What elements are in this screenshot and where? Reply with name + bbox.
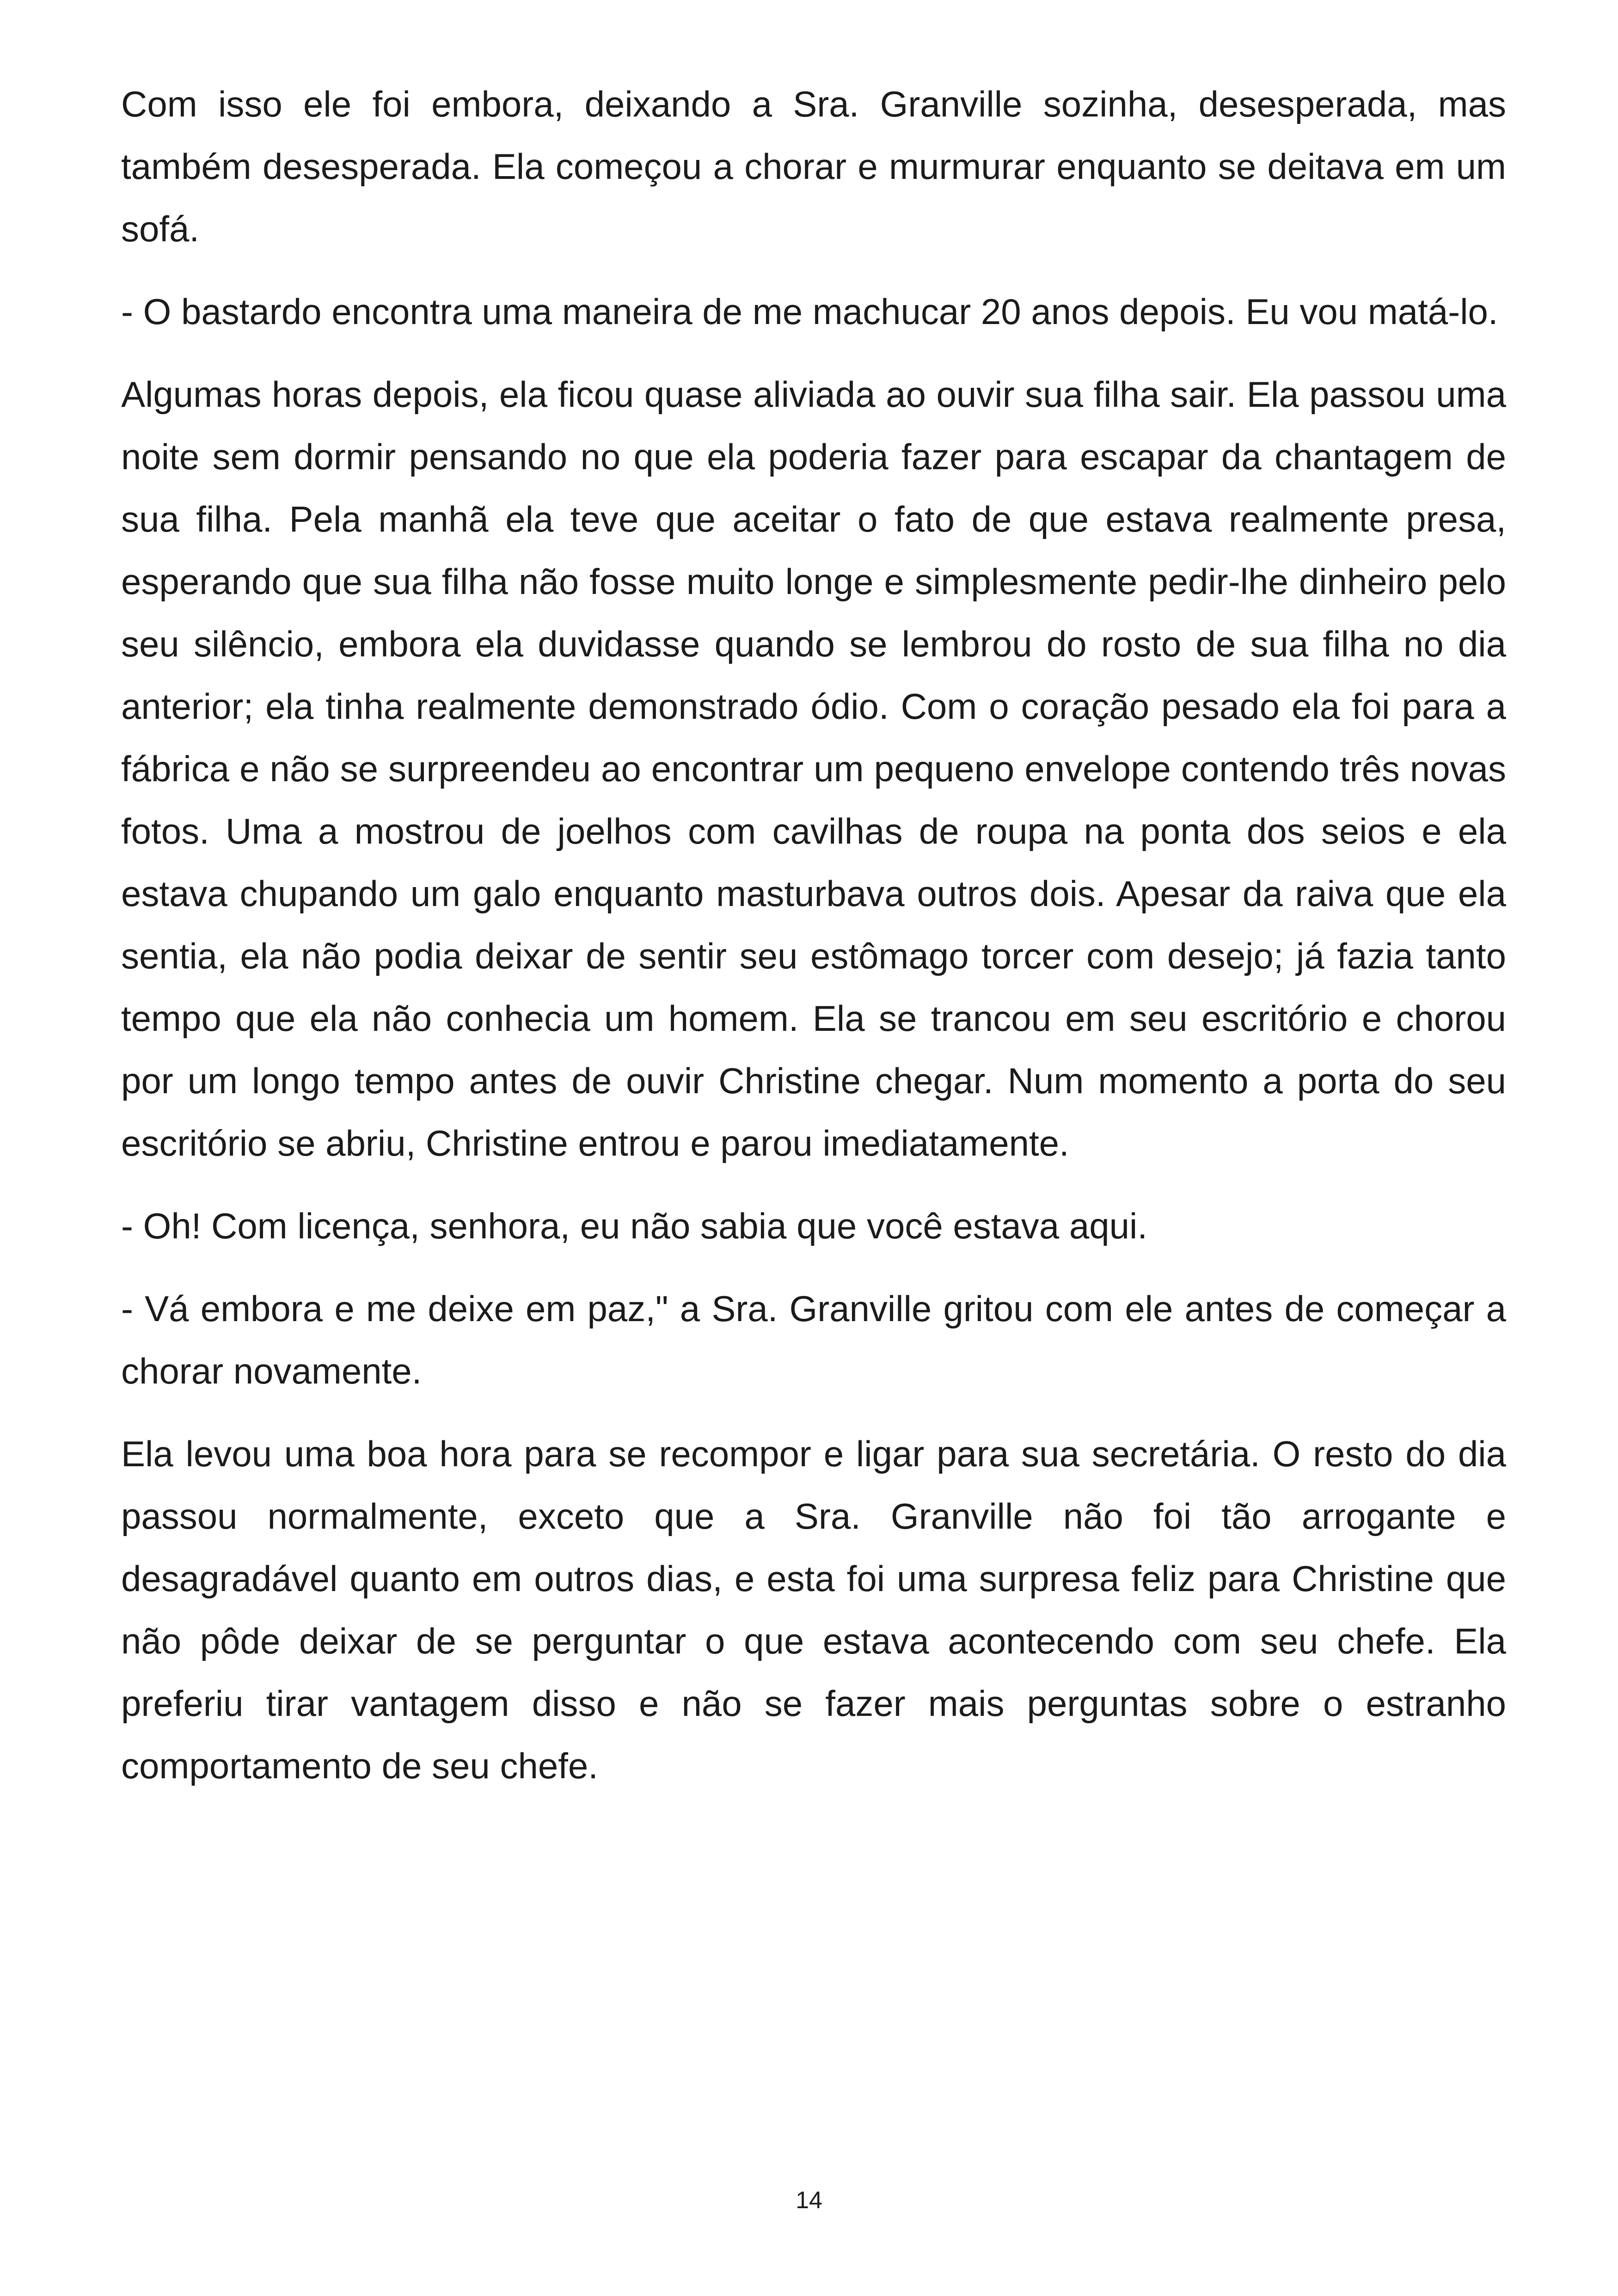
document-body [121, 73, 1506, 1818]
paragraph-3: Algumas horas depois, ela ficou quase aliviada ao ouvir sua filha sair. Ela passou uma noite sem dormir pensando no que ela poderia fazer para escapar da chantagem de sua filha. Pela manhã ela teve que aceitar o fato de que estava realmente presa, esperando que sua filha não fosse muito longe e simplesmente pedir-lhe dinheiro pelo seu silêncio, embora ela duvidasse quando se lembrou do rosto de sua filha no dia anterior; ela tinha realmente demonstrado ódio. Com o coração pesado ela foi para a fábrica e não se surpreendeu ao encontrar um pequeno envelope contendo três novas fotos. Uma a mostrou de joelhos com cavilhas de roupa na ponta dos seios e ela estava chupando um galo enquanto masturbava outros dois. Apesar da raiva que ela sentia, ela não podia deixar de sentir seu estômago torcer com desejo; já fazia tanto tempo que ela não conhecia um homem. Ela se trancou em seu escritório e chorou por um longo tempo antes de ouvir Christine chegar. Num momento a porta do seu escritório se abriu, Christine entrou e parou imediatamente. [121, 374, 1506, 1163]
paragraph-2: - O bastardo encontra uma maneira de me machucar 20 anos depois. Eu vou matá-lo. [121, 291, 1498, 332]
page-number: 14 [796, 2187, 822, 2214]
paragraph-6: Ela levou uma boa hora para se recompor e ligar para sua secretária. O resto do dia passou normalmente, exceto que a Sra. Granville não foi tão arrogante e desagradável quanto em outros dias, e esta foi uma surpresa feliz para Christine que não pôde deixar de se perguntar o que estava acontecendo com seu chefe. Ela preferiu tirar vantagem disso e não se fazer mais perguntas sobre o estranho comportamento de seu chefe. [121, 1433, 1506, 1786]
paragraph-5: - Vá embora e me deixe em paz," a Sra. Granville gritou com ele antes de começar a chorar novamente. [121, 1288, 1506, 1391]
paragraph-1: Com isso ele foi embora, deixando a Sra. Granville sozinha, desesperada, mas também desesperada. Ela começou a chorar e murmurar enquanto se deitava em um sofá. [121, 84, 1506, 249]
paragraph-4: - Oh! Com licença, senhora, eu não sabia que você estava aqui. [121, 1206, 1147, 1246]
